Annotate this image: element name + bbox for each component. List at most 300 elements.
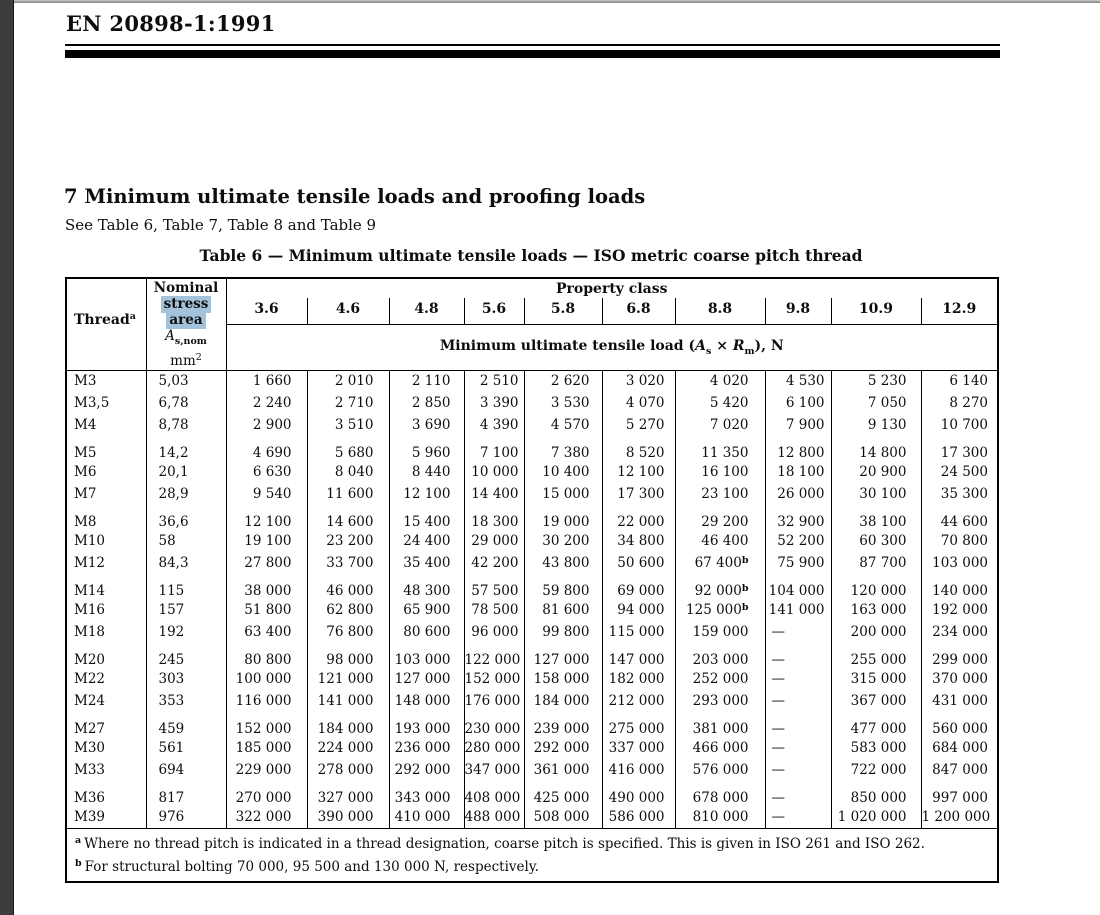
load-cell: 12 800 — [765, 436, 831, 461]
load-cell: 29 000 — [464, 530, 524, 552]
load-cell: — — [765, 690, 831, 712]
thread-cell: M22 — [74, 671, 106, 687]
load-cell: 488 000 — [464, 806, 524, 828]
area-cell: 561 — [146, 737, 226, 759]
footnote-b-marker: b — [741, 583, 749, 594]
class-8.8: 8.8 — [675, 298, 765, 324]
area-cell: 694 — [146, 759, 226, 781]
thread-cell: M16 — [74, 602, 106, 618]
load-cell: 1 020 000 — [831, 806, 921, 828]
load-cell: 508 000 — [524, 806, 602, 828]
load-cell: 466 000 — [675, 737, 765, 759]
thread-cell: M3,5 — [74, 395, 110, 411]
load-cell: 30 100 — [831, 483, 921, 505]
load-cell: 490 000 — [602, 781, 675, 806]
load-cell: 12 100 — [226, 505, 307, 530]
load-cell: 4 570 — [524, 414, 602, 436]
load-cell: — — [765, 643, 831, 668]
load-cell: 23 100 — [675, 483, 765, 505]
area-cell: 58 — [146, 530, 226, 552]
load-cell: 193 000 — [389, 712, 464, 737]
load-cell: 121 000 — [307, 668, 389, 690]
section-heading: 7 Minimum ultimate tensile loads and proofing loads — [64, 185, 646, 208]
thread-column-header — [66, 278, 146, 370]
load-cell: 184 000 — [307, 712, 389, 737]
thread-cell: M3 — [74, 373, 97, 390]
load-cell: 3 390 — [464, 392, 524, 414]
load-cell: 192 000 — [921, 599, 998, 621]
load-cell: 46 000 — [307, 574, 389, 599]
thread-cell: M14 — [74, 583, 106, 599]
table-row — [66, 690, 998, 712]
load-cell: 7 900 — [765, 414, 831, 436]
area-header-line2-highlighted: stress — [161, 296, 212, 313]
load-cell: 347 000 — [464, 759, 524, 781]
see-tables-line: See Table 6, Table 7, Table 8 and Table 9 — [65, 216, 377, 234]
load-cell: 80 600 — [389, 621, 464, 643]
load-cell: 7 100 — [464, 436, 524, 461]
class-9.8: 9.8 — [765, 298, 831, 324]
class-4.6: 4.6 — [307, 298, 389, 324]
table-row — [66, 759, 998, 781]
load-cell: 125 000$^b$ — [675, 599, 765, 621]
load-cell: — — [765, 621, 831, 643]
load-cell: 425 000 — [524, 781, 602, 806]
footnote-b-marker: b — [741, 555, 749, 566]
load-cell: 23 200 — [307, 530, 389, 552]
table-row — [66, 599, 998, 621]
table-row — [66, 737, 998, 759]
load-header-prefix: Minimum ultimate tensile load ( — [439, 337, 696, 354]
load-cell: 141 000 — [307, 690, 389, 712]
footnote-b-text: For structural bolting 70 000, 95 500 and 130 000 N, respectively. — [84, 858, 539, 875]
table-row — [66, 436, 998, 461]
thread-cell: M7 — [74, 486, 97, 502]
load-cell: 127 000 — [524, 643, 602, 668]
load-cell: 8 270 — [921, 392, 998, 414]
load-cell: 98 000 — [307, 643, 389, 668]
thread-cell: M36 — [74, 790, 106, 806]
load-header-suffix: ), N — [754, 337, 784, 354]
load-cell: 127 000 — [389, 668, 464, 690]
load-cell: 18 100 — [765, 461, 831, 483]
load-cell: 4 020 — [675, 370, 765, 392]
load-cell: 70 800 — [921, 530, 998, 552]
load-cell: 44 600 — [921, 505, 998, 530]
load-cell: 343 000 — [389, 781, 464, 806]
area-cell: 353 — [146, 690, 226, 712]
area-header-line3-highlighted: area — [166, 312, 205, 329]
area-cell: 976 — [146, 806, 226, 828]
table-row — [66, 781, 998, 806]
thread-cell: M6 — [74, 464, 97, 480]
load-cell: 100 000 — [226, 668, 307, 690]
load-cell: 12 100 — [602, 461, 675, 483]
load-cell: 200 000 — [831, 621, 921, 643]
area-cell: 28,9 — [146, 483, 226, 505]
area-cell: 303 — [146, 668, 226, 690]
load-cell: 120 000 — [831, 574, 921, 599]
load-cell: 2 240 — [226, 392, 307, 414]
load-cell: 583 000 — [831, 737, 921, 759]
load-cell: 275 000 — [602, 712, 675, 737]
load-cell: 96 000 — [464, 621, 524, 643]
load-cell: 122 000 — [464, 643, 524, 668]
load-cell: 78 500 — [464, 599, 524, 621]
load-cell: 22 000 — [602, 505, 675, 530]
load-cell: 212 000 — [602, 690, 675, 712]
load-cell: 2 620 — [524, 370, 602, 392]
load-cell: 8 440 — [389, 461, 464, 483]
table-body — [66, 370, 998, 828]
load-cell: — — [765, 759, 831, 781]
load-cell: 65 900 — [389, 599, 464, 621]
load-cell: 80 800 — [226, 643, 307, 668]
load-cell: 19 000 — [524, 505, 602, 530]
load-cell: — — [765, 668, 831, 690]
load-cell: 42 200 — [464, 552, 524, 574]
load-cell: 224 000 — [307, 737, 389, 759]
area-cell: 157 — [146, 599, 226, 621]
load-cell: 94 000 — [602, 599, 675, 621]
load-cell: 431 000 — [921, 690, 998, 712]
Rm-subscript: m — [744, 345, 755, 357]
table-row — [66, 392, 998, 414]
load-cell: 75 900 — [765, 552, 831, 574]
table-row — [66, 806, 998, 828]
load-cell: 14 400 — [464, 483, 524, 505]
As-subscript: s — [705, 345, 712, 357]
area-cell: 192 — [146, 621, 226, 643]
load-cell: 2 710 — [307, 392, 389, 414]
table-row — [66, 483, 998, 505]
area-symbol: A — [165, 328, 175, 344]
thread-cell: M24 — [74, 693, 106, 709]
load-cell: 104 000 — [765, 574, 831, 599]
load-cell: 7 020 — [675, 414, 765, 436]
load-cell: 115 000 — [602, 621, 675, 643]
load-cell: 5 270 — [602, 414, 675, 436]
load-cell: 299 000 — [921, 643, 998, 668]
load-cell: 182 000 — [602, 668, 675, 690]
load-cell: 92 000$^b$ — [675, 574, 765, 599]
thread-cell: M8 — [74, 514, 97, 530]
load-cell: 17 300 — [602, 483, 675, 505]
footnote-a — [75, 831, 989, 854]
load-cell: — — [765, 781, 831, 806]
load-cell: 6 100 — [765, 392, 831, 414]
load-cell: 292 000 — [389, 759, 464, 781]
load-cell: 43 800 — [524, 552, 602, 574]
load-cell: 69 000 — [602, 574, 675, 599]
load-cell: 5 680 — [307, 436, 389, 461]
load-cell: 847 000 — [921, 759, 998, 781]
load-cell: 116 000 — [226, 690, 307, 712]
load-cell: 24 400 — [389, 530, 464, 552]
footnote-a-marker: a — [75, 834, 82, 846]
load-cell: 678 000 — [675, 781, 765, 806]
load-cell: 9 540 — [226, 483, 307, 505]
load-cell: 176 000 — [464, 690, 524, 712]
area-cell: 817 — [146, 781, 226, 806]
load-cell: 8 040 — [307, 461, 389, 483]
load-cell: 239 000 — [524, 712, 602, 737]
load-cell: 33 700 — [307, 552, 389, 574]
table-row — [66, 552, 998, 574]
thread-cell: M4 — [74, 417, 97, 433]
viewer-left-edge — [0, 0, 14, 915]
load-cell: 408 000 — [464, 781, 524, 806]
area-cell: 6,78 — [146, 392, 226, 414]
load-cell: 416 000 — [602, 759, 675, 781]
load-cell: 30 200 — [524, 530, 602, 552]
table-row — [66, 530, 998, 552]
load-cell: 35 400 — [389, 552, 464, 574]
load-cell: 410 000 — [389, 806, 464, 828]
viewer-top-edge — [14, 0, 1100, 3]
thread-cell: M5 — [74, 445, 97, 461]
load-cell: 337 000 — [602, 737, 675, 759]
load-cell: 67 400$^b$ — [675, 552, 765, 574]
load-cell: 6 630 — [226, 461, 307, 483]
load-cell: 997 000 — [921, 781, 998, 806]
load-cell: 4 530 — [765, 370, 831, 392]
thread-cell: M18 — [74, 624, 106, 640]
load-cell: 9 130 — [831, 414, 921, 436]
load-cell: 1 200 000 — [921, 806, 998, 828]
load-cell: 38 100 — [831, 505, 921, 530]
load-cell: 5 960 — [389, 436, 464, 461]
load-cell: 147 000 — [602, 643, 675, 668]
load-cell: 10 000 — [464, 461, 524, 483]
class-3.6: 3.6 — [226, 298, 307, 324]
area-cell: 115 — [146, 574, 226, 599]
load-cell: 76 800 — [307, 621, 389, 643]
class-5.6: 5.6 — [464, 298, 524, 324]
load-cell: — — [765, 712, 831, 737]
load-cell: 270 000 — [226, 781, 307, 806]
load-cell: 163 000 — [831, 599, 921, 621]
load-cell: 48 300 — [389, 574, 464, 599]
load-cell: 19 100 — [226, 530, 307, 552]
load-cell: 1 660 — [226, 370, 307, 392]
load-cell: 2 900 — [226, 414, 307, 436]
load-cell: 477 000 — [831, 712, 921, 737]
area-column-header — [146, 278, 226, 370]
load-cell: 576 000 — [675, 759, 765, 781]
load-cell: 850 000 — [831, 781, 921, 806]
footnote-a-text: Where no thread pitch is indicated in a thread designation, coarse pitch is specified. This is given in ISO 261 and ISO 262. — [84, 835, 925, 852]
load-cell: 381 000 — [675, 712, 765, 737]
load-cell: 3 020 — [602, 370, 675, 392]
times-sign: × — [711, 337, 733, 354]
table-row — [66, 621, 998, 643]
load-cell: 3 510 — [307, 414, 389, 436]
load-cell: 292 000 — [524, 737, 602, 759]
load-cell: 185 000 — [226, 737, 307, 759]
load-cell: 4 390 — [464, 414, 524, 436]
load-cell: 103 000 — [921, 552, 998, 574]
load-cell: 38 000 — [226, 574, 307, 599]
class-6.8: 6.8 — [602, 298, 675, 324]
thread-label: Thread — [74, 311, 130, 328]
area-symbol-subscript: s,nom — [174, 336, 207, 347]
load-cell: — — [765, 806, 831, 828]
load-cell: 367 000 — [831, 690, 921, 712]
footnote-b — [75, 854, 989, 877]
load-cell: 230 000 — [464, 712, 524, 737]
area-cell: 36,6 — [146, 505, 226, 530]
footnote-row — [66, 828, 998, 882]
load-cell: 11 600 — [307, 483, 389, 505]
footnote-a-marker: a — [129, 310, 136, 322]
table-row — [66, 574, 998, 599]
load-cell: 315 000 — [831, 668, 921, 690]
load-cell: 278 000 — [307, 759, 389, 781]
table-row — [66, 668, 998, 690]
load-cell: 103 000 — [389, 643, 464, 668]
load-cell: 5 420 — [675, 392, 765, 414]
table-row — [66, 370, 998, 392]
load-cell: 27 800 — [226, 552, 307, 574]
load-cell: 234 000 — [921, 621, 998, 643]
load-cell: 184 000 — [524, 690, 602, 712]
table-row — [66, 712, 998, 737]
load-cell: 158 000 — [524, 668, 602, 690]
doc-reference: EN 20898-1:1991 — [66, 11, 276, 36]
load-cell: 280 000 — [464, 737, 524, 759]
area-unit: mm — [170, 353, 196, 369]
load-cell: 6 140 — [921, 370, 998, 392]
load-cell: 15 400 — [389, 505, 464, 530]
load-cell: 722 000 — [831, 759, 921, 781]
load-cell: 141 000 — [765, 599, 831, 621]
load-cell: 11 350 — [675, 436, 765, 461]
area-cell: 8,78 — [146, 414, 226, 436]
area-cell: 5,03 — [146, 370, 226, 392]
load-cell: 140 000 — [921, 574, 998, 599]
load-cell: 370 000 — [921, 668, 998, 690]
load-cell: 15 000 — [524, 483, 602, 505]
load-cell: — — [765, 737, 831, 759]
load-cell: 2 510 — [464, 370, 524, 392]
thread-cell: M33 — [74, 762, 106, 778]
table-row — [66, 643, 998, 668]
load-cell: 322 000 — [226, 806, 307, 828]
load-cell: 81 600 — [524, 599, 602, 621]
load-cell: 12 100 — [389, 483, 464, 505]
area-cell: 20,1 — [146, 461, 226, 483]
thread-cell: M39 — [74, 808, 106, 825]
table-row — [66, 505, 998, 530]
load-cell: 4 690 — [226, 436, 307, 461]
load-cell: 10 700 — [921, 414, 998, 436]
load-cell: 810 000 — [675, 806, 765, 828]
header-rule-thin — [65, 44, 1000, 46]
load-cell: 8 520 — [602, 436, 675, 461]
load-cell: 390 000 — [307, 806, 389, 828]
load-cell: 152 000 — [226, 712, 307, 737]
load-cell: 10 400 — [524, 461, 602, 483]
thread-cell: M10 — [74, 533, 106, 549]
load-cell: 57 500 — [464, 574, 524, 599]
load-cell: 3 530 — [524, 392, 602, 414]
load-cell: 148 000 — [389, 690, 464, 712]
load-cell: 18 300 — [464, 505, 524, 530]
load-cell: 20 900 — [831, 461, 921, 483]
area-unit-superscript: 2 — [195, 352, 202, 363]
load-cell: 152 000 — [464, 668, 524, 690]
load-cell: 99 800 — [524, 621, 602, 643]
class-5.8: 5.8 — [524, 298, 602, 324]
load-cell: 159 000 — [675, 621, 765, 643]
load-cell: 684 000 — [921, 737, 998, 759]
header-rule-thick — [65, 50, 1000, 58]
load-cell: 255 000 — [831, 643, 921, 668]
footnotes-cell — [66, 828, 998, 882]
load-cell: 236 000 — [389, 737, 464, 759]
load-cell: 87 700 — [831, 552, 921, 574]
area-cell: 459 — [146, 712, 226, 737]
load-cell: 59 800 — [524, 574, 602, 599]
load-cell: 46 400 — [675, 530, 765, 552]
property-class-header: Property class — [556, 281, 668, 297]
load-cell: 2 010 — [307, 370, 389, 392]
thread-cell: M12 — [74, 555, 106, 571]
load-cell: 361 000 — [524, 759, 602, 781]
Rm-symbol: R — [732, 337, 745, 354]
load-cell: 293 000 — [675, 690, 765, 712]
thread-cell: M30 — [74, 740, 106, 756]
load-formula-header — [226, 324, 998, 370]
load-cell: 229 000 — [226, 759, 307, 781]
load-cell: 62 800 — [307, 599, 389, 621]
load-cell: 560 000 — [921, 712, 998, 737]
load-cell: 5 230 — [831, 370, 921, 392]
class-12.9: 12.9 — [921, 298, 998, 324]
load-cell: 14 800 — [831, 436, 921, 461]
area-cell: 84,3 — [146, 552, 226, 574]
load-cell: 16 100 — [675, 461, 765, 483]
load-cell: 7 050 — [831, 392, 921, 414]
load-cell: 4 070 — [602, 392, 675, 414]
table-6 — [65, 277, 999, 883]
header-row-1 — [66, 278, 998, 298]
load-cell: 51 800 — [226, 599, 307, 621]
class-10.9: 10.9 — [831, 298, 921, 324]
table-caption: Table 6 — Minimum ultimate tensile loads — ISO metric coarse pitch thread — [199, 246, 863, 265]
load-cell: 26 000 — [765, 483, 831, 505]
load-cell: 24 500 — [921, 461, 998, 483]
As-symbol: A — [695, 337, 706, 354]
load-cell: 7 380 — [524, 436, 602, 461]
area-cell: 14,2 — [146, 436, 226, 461]
area-header-line1: Nominal — [153, 280, 219, 296]
area-cell: 245 — [146, 643, 226, 668]
load-cell: 252 000 — [675, 668, 765, 690]
footnote-b-marker: b — [741, 602, 749, 613]
load-cell: 3 690 — [389, 414, 464, 436]
load-cell: 17 300 — [921, 436, 998, 461]
load-cell: 63 400 — [226, 621, 307, 643]
load-cell: 52 200 — [765, 530, 831, 552]
load-cell: 586 000 — [602, 806, 675, 828]
table-row — [66, 461, 998, 483]
load-cell: 203 000 — [675, 643, 765, 668]
load-cell: 327 000 — [307, 781, 389, 806]
thread-cell: M27 — [74, 721, 106, 737]
load-cell: 32 900 — [765, 505, 831, 530]
